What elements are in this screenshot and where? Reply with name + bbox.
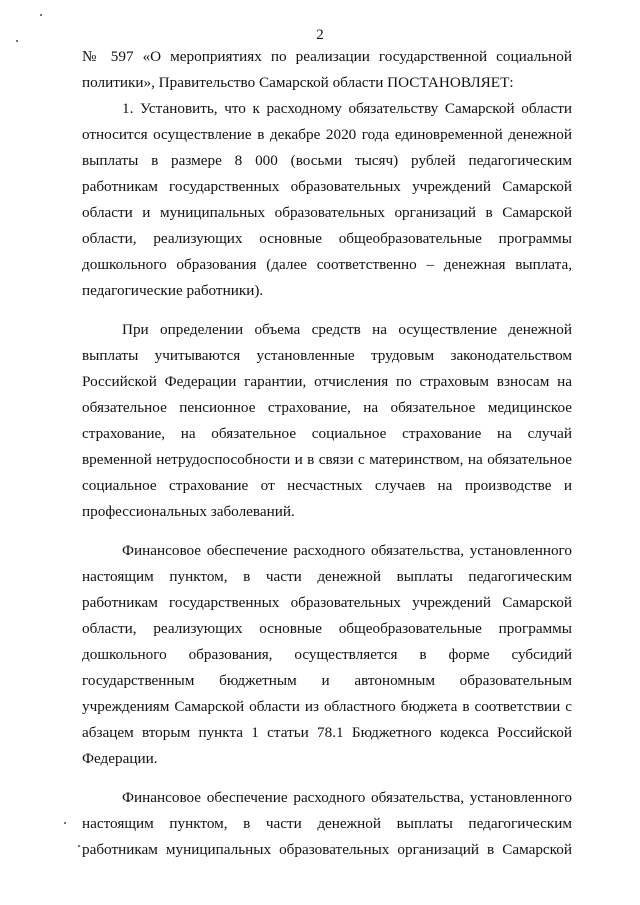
text-line: Федерации. xyxy=(82,750,158,767)
scan-speck xyxy=(64,822,66,824)
text-line: профессиональных заболеваний. xyxy=(82,503,295,520)
text-line: дошкольного образования (далее соответственно – денежная выплата, xyxy=(82,256,572,273)
text-line: выплаты учитываются установленные трудовым законодательством xyxy=(82,347,572,364)
text-line: настоящим пунктом, в части денежной выплаты педагогическим xyxy=(82,815,572,832)
text-line: абзацем вторым пункта 1 статьи 78.1 Бюджетного кодекса Российской xyxy=(82,724,572,741)
paragraph xyxy=(82,538,572,772)
text-line: политики», Правительство Самарской области ПОСТАНОВЛЯЕТ: xyxy=(82,74,514,91)
text-line: настоящим пунктом, в части денежной выплаты педагогическим xyxy=(82,568,572,585)
paragraph-gap xyxy=(82,772,572,785)
text-line: При определении объема средств на осуществление денежной xyxy=(122,321,572,338)
text-line: дошкольного образования, осуществляется в форме субсидий xyxy=(82,646,572,663)
scan-speck xyxy=(40,14,42,16)
page-number: 2 xyxy=(316,27,324,43)
text-line: 1. Установить, что к расходному обязательству Самарской области xyxy=(122,100,572,117)
text-line: области, реализующих основные общеобразовательные программы xyxy=(82,230,572,247)
text-line: № 597 «О мероприятиях по реализации государственной социальной xyxy=(82,48,572,65)
text-line: работникам государственных образовательных учреждений Самарской xyxy=(82,178,572,195)
document-body xyxy=(82,44,572,863)
text-line: Финансовое обеспечение расходного обязательства, установленного xyxy=(122,789,572,806)
text-line: социальное страхование от несчастных случаев на производстве и xyxy=(82,477,572,494)
text-line: выплаты в размере 8 000 (восьми тысяч) рублей педагогическим xyxy=(82,152,572,169)
text-line: страхование, на обязательное социальное страхование на случай xyxy=(82,425,572,442)
text-line: Финансовое обеспечение расходного обязательства, установленного xyxy=(122,542,572,559)
text-line: педагогические работники). xyxy=(82,282,264,299)
paragraph xyxy=(82,785,572,863)
paragraph-gap xyxy=(82,525,572,538)
text-line: области и муниципальных образовательных организаций в Самарской xyxy=(82,204,572,221)
text-line: учреждениям Самарской области из областного бюджета в соответствии с xyxy=(82,698,572,715)
text-line: Российской Федерации гарантии, отчисления по страховым взносам на xyxy=(82,373,572,390)
text-line: работникам муниципальных образовательных организаций в Самарской xyxy=(82,841,572,858)
paragraph xyxy=(82,96,572,304)
paragraph-gap xyxy=(82,304,572,317)
text-line: области, реализующих основные общеобразовательные программы xyxy=(82,620,572,637)
scan-speck xyxy=(16,40,18,42)
paragraph xyxy=(82,317,572,525)
text-line: относится осуществление в декабре 2020 года единовременной денежной xyxy=(82,126,572,143)
text-line: обязательное пенсионное страхование, на обязательное медицинское xyxy=(82,399,572,416)
text-line: временной нетрудоспособности и в связи с материнством, на обязательное xyxy=(82,451,572,468)
text-line: работникам государственных образовательных учреждений Самарской xyxy=(82,594,572,611)
scan-speck xyxy=(78,845,80,847)
paragraph xyxy=(82,44,572,96)
text-line: государственным бюджетным и автономным образовательным xyxy=(82,672,572,689)
